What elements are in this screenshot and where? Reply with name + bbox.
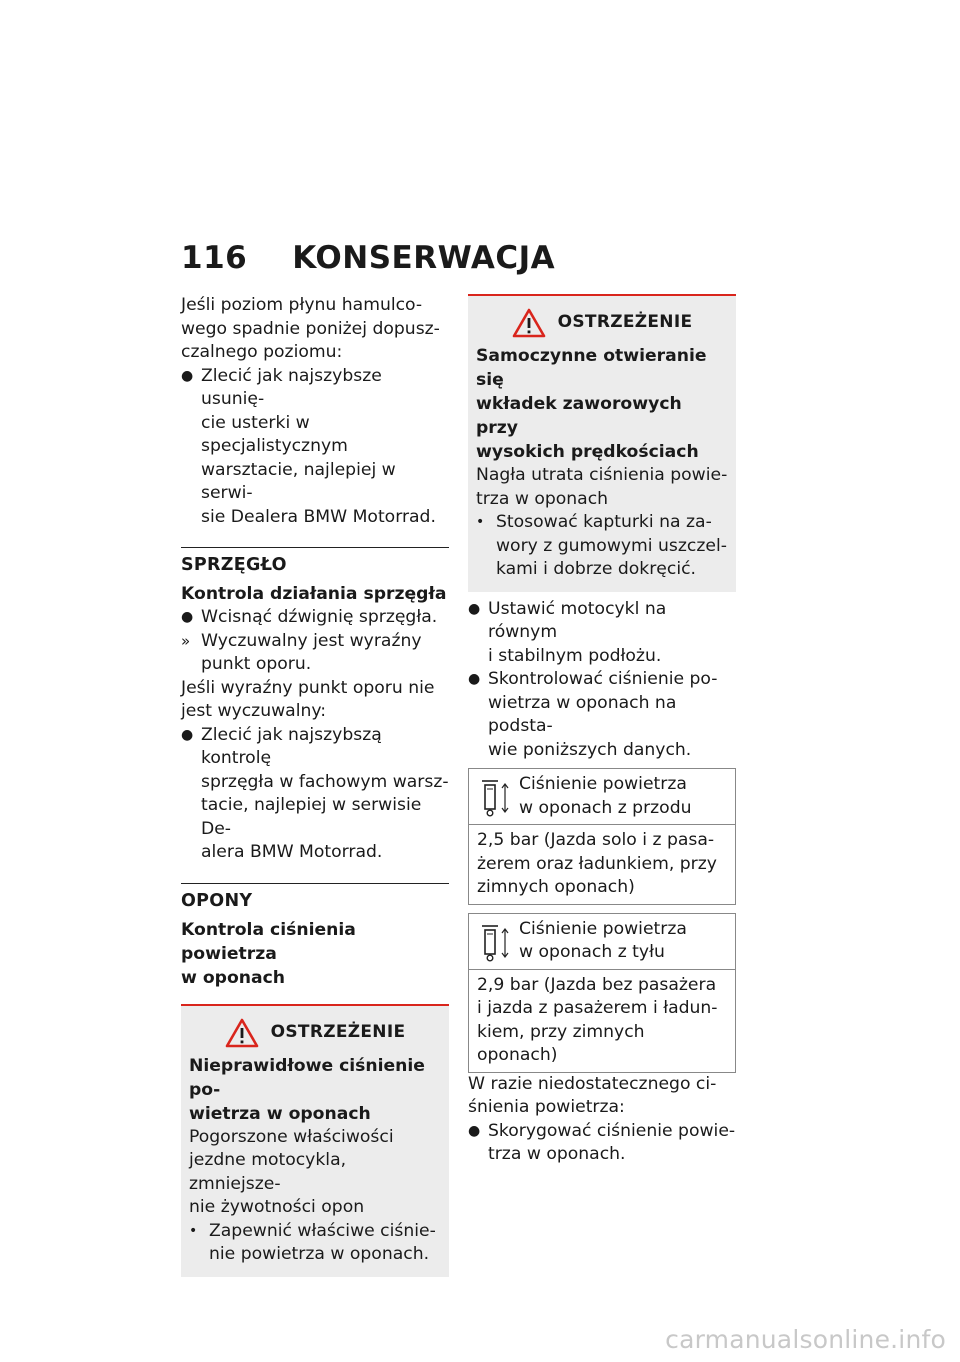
tires-subtitle: Kontrola ciśnienia powietrza w oponach: [181, 919, 356, 988]
warning-title: Nieprawidłowe ciśnienie po- wietrza w oponach: [189, 1055, 425, 1124]
step-bullet-correct-pressure: ● Skorygować ciśnienie powie- trza w oponach.: [468, 1120, 736, 1164]
warning-box-tire-pressure: [181, 1004, 449, 1277]
clutch-bullet-2: ● Zlecić jak najszybszą kontrolę sprzęgła w fachowym warsz- tacie, najlepiej w serwisie De- alera BMW Motorrad.: [181, 724, 449, 862]
warning-box-valve-inserts: [468, 294, 736, 592]
tire-pressure-gauge-icon: [479, 922, 511, 964]
clutch-section: [181, 547, 449, 865]
warning-label: OSTRZEŻENIE: [270, 1021, 406, 1042]
brake-fluid-text: Jeśli poziom płynu hamulco- wego spadnie poniżej dopusz- czalnego poziomu:: [181, 295, 440, 362]
bullet-icon: ●: [468, 1122, 481, 1139]
clutch-subtitle: Kontrola działania sprzęgła: [181, 584, 447, 604]
warning-header: [189, 1018, 441, 1048]
warning-header: [476, 308, 728, 338]
bullet-icon: ●: [468, 671, 481, 687]
warning-title: Samoczynne otwieranie się wkładek zaworowych przy wysokich prędkościach: [476, 346, 707, 462]
front-pressure-label: Ciśnienie powietrza w oponach z przodu: [469, 769, 735, 825]
bullet-icon: ●: [468, 600, 481, 617]
page-title: KONSERWACJA: [292, 240, 556, 276]
clutch-result: » Wyczuwalny jest wyraźny punkt oporu.: [181, 630, 422, 674]
warning-triangle-icon: [225, 1018, 259, 1048]
front-tire-pressure-box: [468, 768, 736, 905]
step-bullet-check-pressure: ● Skontrolować ciśnienie po- wietrza w oponach na podsta- wie poniższych danych.: [468, 669, 718, 760]
result-arrow-icon: »: [181, 631, 191, 650]
brake-fluid-bullet: ● Zlecić jak najszybsze usunię- cie usterki w specjalistycznym warsztacie, najlepiej w serwi- sie Dealera BMW Motorrad.: [181, 365, 436, 527]
bullet-icon: ●: [181, 609, 194, 625]
rear-tire-pressure-box: [468, 913, 736, 1073]
bullet-icon: ●: [181, 367, 194, 384]
clutch-condition: Jeśli wyraźny punkt oporu nie jest wyczuwalny:: [181, 677, 435, 721]
bullet-icon: ●: [181, 726, 194, 743]
warning-text: Nagła utrata ciśnienia powie- trza w oponach: [476, 465, 728, 509]
page-header: [181, 240, 555, 276]
insufficient-pressure-text: W razie niedostatecznego ci- śnienia powietrza:: [468, 1073, 717, 1117]
bullet-icon: •: [476, 514, 485, 530]
warning-label: OSTRZEŻENIE: [557, 312, 693, 333]
rear-pressure-label: Ciśnienie powietrza w oponach z tyłu: [469, 914, 735, 970]
warning-bullet: • Zapewnić właściwe ciśnie- nie powietrza w oponach.: [189, 1220, 436, 1264]
page-number: 116: [181, 240, 248, 276]
warning-triangle-icon: [512, 308, 546, 338]
left-column: [181, 294, 449, 1277]
tires-section: [181, 883, 449, 990]
tires-section-title: OPONY: [181, 890, 253, 911]
rear-pressure-value: 2,9 bar (Jazda bez pasażera i jazda z pasażerem i ładun- kiem, przy zimnych oponach): [477, 974, 718, 1065]
clutch-section-title: SPRZĘGŁO: [181, 555, 287, 575]
step-bullet-level-ground: ● Ustawić motocykl na równym i stabilnym podłożu.: [468, 598, 667, 666]
clutch-bullet: ● Wcisnąć dźwignię sprzęgła.: [181, 606, 449, 630]
warning-text: Pogorszone właściwości jezdne motocykla, zmniejsze- nie żywotności opon: [189, 1126, 394, 1217]
bullet-icon: •: [189, 1222, 198, 1239]
front-pressure-value: 2,5 bar (Jazda solo i z pasa- żerem oraz ładunkiem, przy zimnych oponach): [477, 830, 717, 897]
tire-pressure-gauge-icon: [479, 777, 511, 819]
right-column: [468, 294, 736, 1167]
watermark: carmanualsonline.info: [665, 1325, 946, 1354]
warning-bullet: • Stosować kapturki na za- wory z gumowymi uszczel- kami i dobrze dokręcić.: [476, 512, 727, 579]
